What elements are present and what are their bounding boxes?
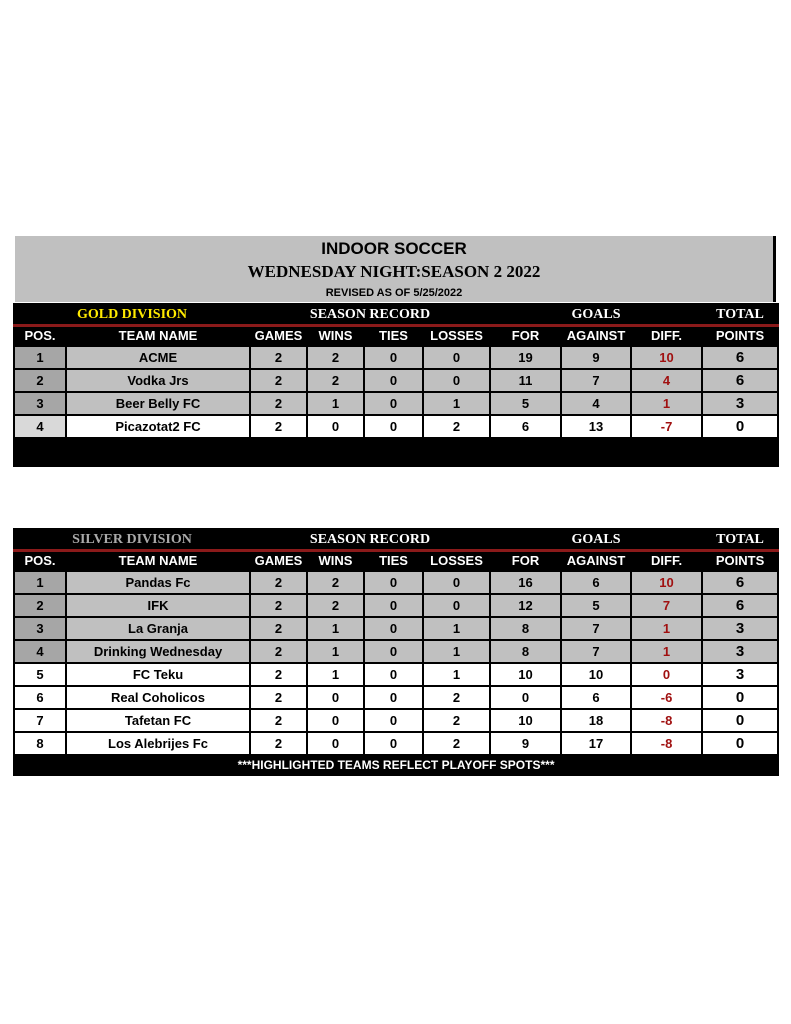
cell-against: 4	[561, 392, 631, 415]
cell-games: 2	[250, 594, 307, 617]
cell-losses: 1	[423, 663, 490, 686]
cell-points: 6	[702, 594, 778, 617]
table-row	[14, 663, 778, 686]
col-wins: WINS	[307, 551, 364, 572]
gold-division-table	[13, 303, 779, 467]
col-losses: LOSSES	[423, 326, 490, 347]
silver-division-table	[13, 528, 779, 776]
cell-diff: 1	[631, 392, 702, 415]
col-wins: WINS	[307, 326, 364, 347]
cell-ties: 0	[364, 640, 423, 663]
cell-wins: 1	[307, 617, 364, 640]
cell-for: 11	[490, 369, 561, 392]
cell-against: 6	[561, 571, 631, 594]
cell-games: 2	[250, 709, 307, 732]
cell-diff: 7	[631, 594, 702, 617]
cell-ties: 0	[364, 369, 423, 392]
cell-ties: 0	[364, 686, 423, 709]
playoff-footnote: ***HIGHLIGHTED TEAMS REFLECT PLAYOFF SPOTS***	[14, 755, 778, 775]
table-row	[14, 369, 778, 392]
cell-games: 2	[250, 369, 307, 392]
cell-for: 12	[490, 594, 561, 617]
col-team-name: TEAM NAME	[66, 551, 250, 572]
page-title: INDOOR SOCCER	[321, 239, 467, 258]
table-row	[14, 346, 778, 369]
cell-against: 6	[561, 686, 631, 709]
cell-wins: 1	[307, 392, 364, 415]
cell-points: 6	[702, 369, 778, 392]
cell-diff: 0	[631, 663, 702, 686]
cell-ties: 0	[364, 392, 423, 415]
cell-for: 5	[490, 392, 561, 415]
cell-diff: -8	[631, 709, 702, 732]
cell-losses: 0	[423, 369, 490, 392]
col-against: AGAINST	[561, 551, 631, 572]
cell-diff: -8	[631, 732, 702, 755]
table-row	[14, 415, 778, 438]
col-points: POINTS	[702, 326, 778, 347]
cell-pos: 1	[14, 346, 66, 369]
cell-diff: -6	[631, 686, 702, 709]
cell-ties: 0	[364, 617, 423, 640]
cell-pos: 8	[14, 732, 66, 755]
col-diff: DIFF.	[631, 551, 702, 572]
col-points: POINTS	[702, 551, 778, 572]
cell-points: 0	[702, 732, 778, 755]
col-games: GAMES	[250, 551, 307, 572]
total-heading: TOTAL	[702, 304, 778, 326]
cell-team: Picazotat2 FC	[66, 415, 250, 438]
cell-losses: 2	[423, 686, 490, 709]
cell-against: 17	[561, 732, 631, 755]
cell-team: Drinking Wednesday	[66, 640, 250, 663]
cell-diff: 4	[631, 369, 702, 392]
cell-against: 10	[561, 663, 631, 686]
revised-date: REVISED AS OF 5/25/2022	[325, 287, 463, 299]
cell-wins: 1	[307, 663, 364, 686]
table-row	[14, 709, 778, 732]
cell-diff: 10	[631, 346, 702, 369]
cell-games: 2	[250, 571, 307, 594]
col-team-name: TEAM NAME	[66, 326, 250, 347]
cell-for: 0	[490, 686, 561, 709]
table-row	[14, 732, 778, 755]
col-pos: POS.	[14, 551, 66, 572]
gold-column-headers	[14, 326, 778, 347]
cell-against: 7	[561, 640, 631, 663]
cell-against: 5	[561, 594, 631, 617]
cell-team: Los Alebrijes Fc	[66, 732, 250, 755]
cell-points: 6	[702, 571, 778, 594]
cell-for: 10	[490, 709, 561, 732]
cell-points: 3	[702, 663, 778, 686]
cell-wins: 0	[307, 732, 364, 755]
col-for: FOR	[490, 326, 561, 347]
cell-wins: 0	[307, 709, 364, 732]
col-pos: POS.	[14, 326, 66, 347]
cell-diff: -7	[631, 415, 702, 438]
cell-for: 16	[490, 571, 561, 594]
cell-losses: 1	[423, 392, 490, 415]
cell-against: 9	[561, 346, 631, 369]
cell-wins: 0	[307, 415, 364, 438]
cell-ties: 0	[364, 346, 423, 369]
cell-for: 10	[490, 663, 561, 686]
cell-ties: 0	[364, 709, 423, 732]
cell-for: 9	[490, 732, 561, 755]
cell-wins: 2	[307, 594, 364, 617]
cell-for: 8	[490, 617, 561, 640]
cell-team: IFK	[66, 594, 250, 617]
silver-column-headers	[14, 551, 778, 572]
cell-losses: 0	[423, 594, 490, 617]
cell-pos: 2	[14, 369, 66, 392]
cell-games: 2	[250, 663, 307, 686]
cell-points: 0	[702, 686, 778, 709]
cell-losses: 2	[423, 732, 490, 755]
cell-points: 0	[702, 709, 778, 732]
silver-footer-band	[14, 755, 778, 775]
cell-ties: 0	[364, 663, 423, 686]
cell-games: 2	[250, 392, 307, 415]
cell-games: 2	[250, 617, 307, 640]
cell-wins: 0	[307, 686, 364, 709]
col-for: FOR	[490, 551, 561, 572]
cell-pos: 6	[14, 686, 66, 709]
cell-pos: 4	[14, 415, 66, 438]
gold-footer-band	[14, 438, 778, 466]
cell-wins: 2	[307, 346, 364, 369]
cell-ties: 0	[364, 732, 423, 755]
cell-team: Real Coholicos	[66, 686, 250, 709]
cell-team: FC Teku	[66, 663, 250, 686]
table-row	[14, 594, 778, 617]
cell-team: Tafetan FC	[66, 709, 250, 732]
cell-losses: 1	[423, 640, 490, 663]
cell-pos: 2	[14, 594, 66, 617]
cell-ties: 0	[364, 594, 423, 617]
cell-pos: 3	[14, 617, 66, 640]
cell-against: 18	[561, 709, 631, 732]
cell-points: 3	[702, 392, 778, 415]
cell-team: ACME	[66, 346, 250, 369]
gold-division-title: GOLD DIVISION	[14, 304, 250, 326]
cell-losses: 2	[423, 709, 490, 732]
cell-diff: 1	[631, 617, 702, 640]
cell-losses: 2	[423, 415, 490, 438]
goals-heading: GOALS	[490, 304, 702, 326]
cell-games: 2	[250, 732, 307, 755]
cell-games: 2	[250, 640, 307, 663]
cell-wins: 2	[307, 571, 364, 594]
standings-header	[15, 236, 776, 302]
cell-ties: 0	[364, 415, 423, 438]
silver-band-row	[14, 529, 778, 551]
cell-team: Beer Belly FC	[66, 392, 250, 415]
col-games: GAMES	[250, 326, 307, 347]
cell-points: 6	[702, 346, 778, 369]
total-heading: TOTAL	[702, 529, 778, 551]
cell-against: 7	[561, 369, 631, 392]
cell-points: 0	[702, 415, 778, 438]
cell-team: Pandas Fc	[66, 571, 250, 594]
col-ties: TIES	[364, 551, 423, 572]
cell-wins: 2	[307, 369, 364, 392]
gold-band-row	[14, 304, 778, 326]
cell-for: 19	[490, 346, 561, 369]
cell-points: 3	[702, 617, 778, 640]
table-row	[14, 571, 778, 594]
cell-diff: 1	[631, 640, 702, 663]
cell-losses: 0	[423, 346, 490, 369]
season-record-heading: SEASON RECORD	[250, 304, 490, 326]
cell-losses: 0	[423, 571, 490, 594]
col-ties: TIES	[364, 326, 423, 347]
cell-team: La Granja	[66, 617, 250, 640]
goals-heading: GOALS	[490, 529, 702, 551]
col-losses: LOSSES	[423, 551, 490, 572]
page-subtitle: WEDNESDAY NIGHT:SEASON 2 2022	[247, 262, 541, 281]
table-row	[14, 686, 778, 709]
table-row	[14, 640, 778, 663]
cell-team: Vodka Jrs	[66, 369, 250, 392]
cell-losses: 1	[423, 617, 490, 640]
table-row	[14, 617, 778, 640]
cell-for: 8	[490, 640, 561, 663]
cell-pos: 7	[14, 709, 66, 732]
cell-games: 2	[250, 415, 307, 438]
silver-division-title: SILVER DIVISION	[14, 529, 250, 551]
col-against: AGAINST	[561, 326, 631, 347]
cell-pos: 3	[14, 392, 66, 415]
cell-wins: 1	[307, 640, 364, 663]
cell-against: 7	[561, 617, 631, 640]
cell-diff: 10	[631, 571, 702, 594]
cell-pos: 1	[14, 571, 66, 594]
cell-games: 2	[250, 686, 307, 709]
col-diff: DIFF.	[631, 326, 702, 347]
table-row	[14, 392, 778, 415]
cell-games: 2	[250, 346, 307, 369]
cell-against: 13	[561, 415, 631, 438]
cell-ties: 0	[364, 571, 423, 594]
cell-pos: 4	[14, 640, 66, 663]
cell-for: 6	[490, 415, 561, 438]
season-record-heading: SEASON RECORD	[250, 529, 490, 551]
cell-pos: 5	[14, 663, 66, 686]
cell-points: 3	[702, 640, 778, 663]
